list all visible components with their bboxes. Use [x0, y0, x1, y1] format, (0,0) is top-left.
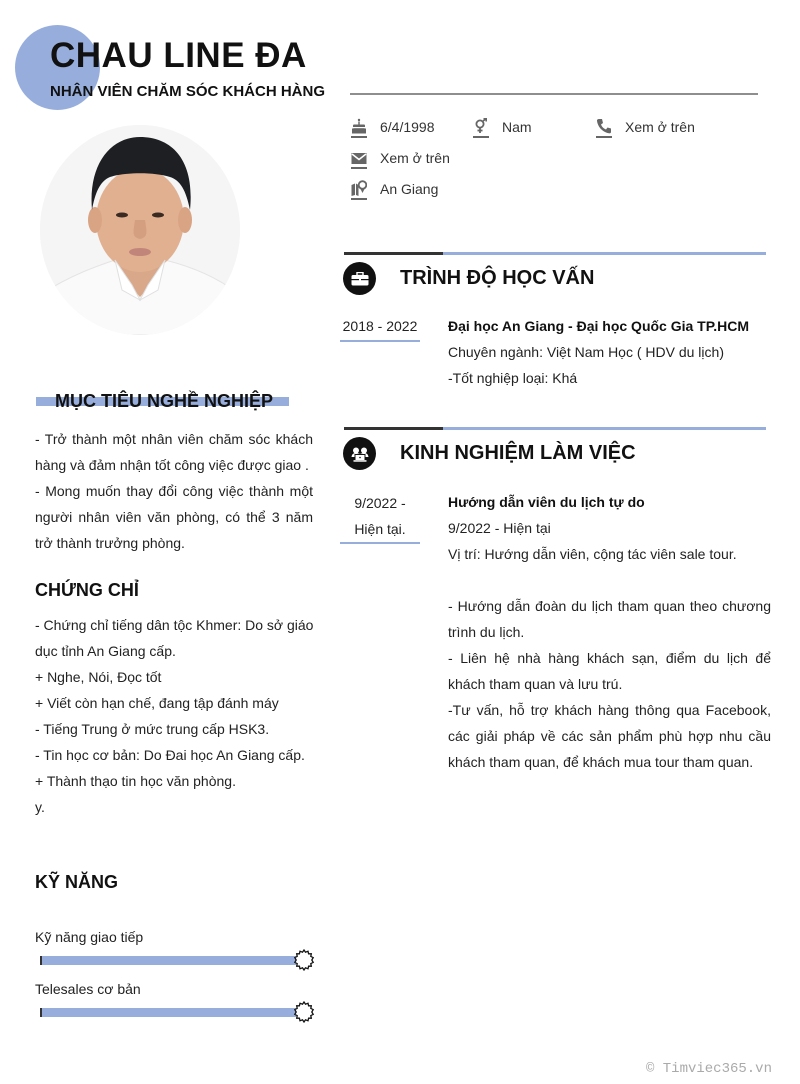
skill-level-knob-icon	[293, 949, 315, 971]
contact-email	[350, 147, 450, 169]
job-title: NHÂN VIÊN CHĂM SÓC KHÁCH HÀNG	[50, 83, 326, 100]
skill-level-knob-icon	[293, 1001, 315, 1023]
contact-phone	[595, 116, 695, 138]
briefcase-icon	[343, 262, 376, 295]
objective-text	[35, 426, 313, 556]
contact-gender	[472, 116, 532, 138]
certificate-line: - Chứng chỉ tiếng dân tộc Khmer: Do sở giáo dục tỉnh An Giang cấp.	[35, 617, 314, 659]
education-entry	[448, 313, 773, 391]
phone-value: Xem ở trên	[625, 119, 695, 135]
experience-date-start: 9/2022 -	[354, 495, 406, 511]
certificate-line: - Tin học cơ bản: Do Đai học An Giang cấp.	[35, 747, 305, 763]
envelope-icon	[350, 147, 368, 169]
company-name: Hướng dẫn viên du lịch tự do	[448, 494, 645, 510]
objective-title: MỤC TIÊU NGHỀ NGHIỆP	[55, 391, 274, 411]
certificate-line: y.	[35, 799, 45, 815]
experience-title: KINH NGHIỆM LÀM VIỆC	[400, 442, 636, 464]
education-date: 2018 - 2022	[342, 318, 418, 334]
certificate-line: + Nghe, Nói, Đọc tốt	[35, 669, 162, 685]
skills-title: KỸ NĂNG	[35, 872, 119, 892]
header-divider	[350, 93, 758, 95]
skill-bar	[40, 1008, 296, 1017]
school-name: Đại học An Giang - Đại học Quốc Gia TP.HCM	[448, 318, 750, 334]
experience-date-underline	[340, 542, 420, 544]
certificate-line: + Thành thạo tin học văn phòng.	[35, 773, 236, 789]
experience-date	[340, 490, 420, 542]
address-value: An Giang	[380, 181, 439, 197]
certificates-text	[35, 612, 317, 820]
skill-label: Kỹ năng giao tiếp	[35, 929, 144, 945]
candidate-name: CHAU LINE ĐA	[50, 36, 307, 75]
objective-line: - Mong muốn thay đổi công việc thành một người nhân viên văn phòng, có thể 3 năm trở thành trưởng phòng.	[35, 483, 313, 551]
experience-date-end: Hiện tại.	[354, 521, 406, 537]
gender-icon	[472, 116, 490, 138]
certificates-title: CHỨNG CHỈ	[35, 580, 139, 600]
gender-value: Nam	[502, 119, 532, 135]
experience-period: 9/2022 - Hiện tại	[448, 520, 551, 536]
grade: -Tốt nghiệp loại: Khá	[448, 370, 578, 386]
certificate-line: + Viết còn hạn chế, đang tập đánh máy	[35, 695, 279, 711]
experience-duty: - Liên hệ nhà hàng khách sạn, điểm du lịch để khách tham quan và lưu trú.	[448, 650, 771, 692]
experience-duty: -Tư vấn, hỗ trợ khách hàng thông qua Facebook, các giải pháp về các sản phẩm phù hợp nhu cầu khách tham quan, để khách mua tour tham quan.	[448, 702, 771, 770]
education-title: TRÌNH ĐỘ HỌC VẤN	[400, 267, 595, 289]
education-date-underline	[340, 340, 420, 342]
contact-birthday	[350, 116, 435, 138]
map-pin-icon	[350, 178, 368, 200]
experience-entry	[448, 489, 771, 775]
experience-duty: - Hướng dẫn đoàn du lịch tham quan theo chương trình du lịch.	[448, 598, 771, 640]
email-value: Xem ở trên	[380, 150, 450, 166]
skill-label: Telesales cơ bản	[35, 981, 141, 997]
experience-section-bar	[344, 427, 766, 430]
profile-photo	[40, 125, 240, 335]
contact-address	[350, 178, 438, 200]
major: Chuyên ngành: Việt Nam Học ( HDV du lịch)	[448, 344, 724, 360]
watermark: © Timviec365.vn	[645, 1061, 772, 1077]
skill-bar	[40, 956, 296, 965]
objective-line: - Trở thành một nhân viên chăm sóc khách hàng và đảm nhận tốt công việc được giao .	[35, 431, 313, 473]
birthday-value: 6/4/1998	[380, 119, 435, 135]
education-section-bar	[344, 252, 766, 255]
birthday-cake-icon	[350, 116, 368, 138]
experience-position: Vị trí: Hướng dẫn viên, cộng tác viên sale tour.	[448, 546, 737, 562]
certificate-line: - Tiếng Trung ở mức trung cấp HSK3.	[35, 721, 270, 737]
phone-icon	[595, 116, 613, 138]
users-laptop-icon	[343, 437, 376, 470]
